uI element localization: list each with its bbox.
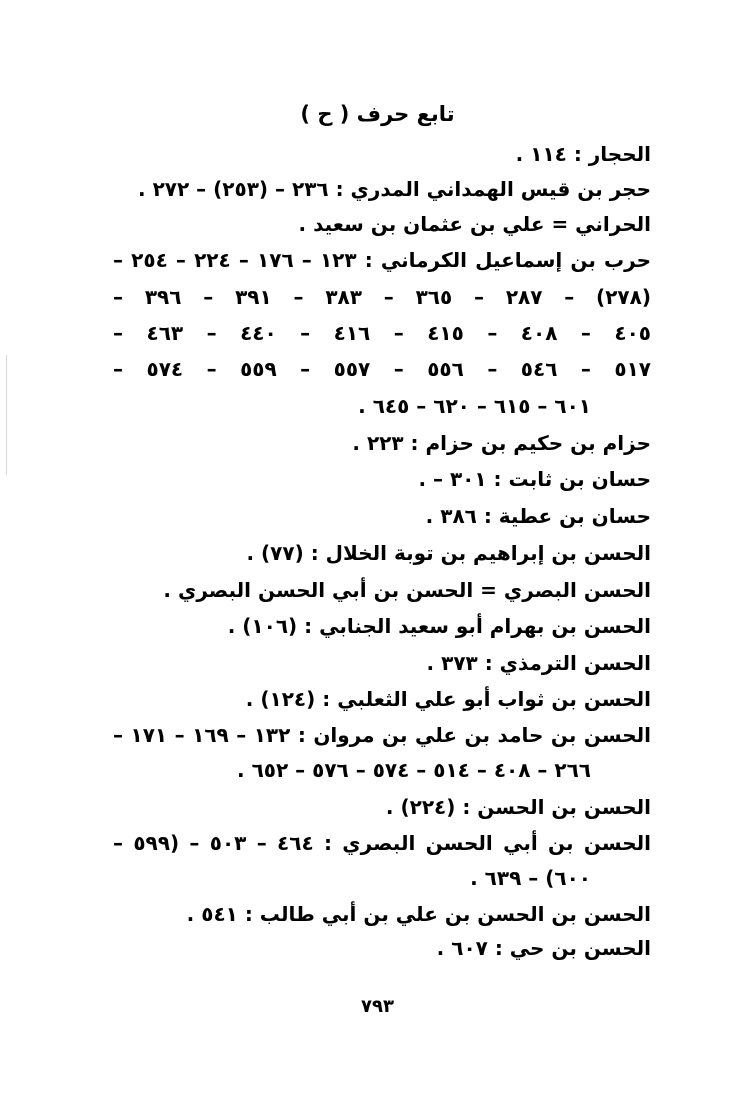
index-entry: الحسن بن حامد بن علي بن مروان : ١٣٢ – ١٦٩ – ١٧١ – xyxy=(113,723,651,747)
page-number: ٧٩٣ xyxy=(361,996,394,1017)
index-entry-continuation: ٦٠٠) – ٦٣٩ . xyxy=(470,866,591,890)
index-entry: حسان بن ثابت : ٣٠١ – . xyxy=(418,467,651,491)
index-entry: الحجار : ١١٤ . xyxy=(515,142,651,166)
index-entry: الحسن بن الحسن : (٢٢٤) . xyxy=(385,795,651,819)
index-entry: الحسن بن حي : ٦٠٧ . xyxy=(436,936,651,960)
index-entry: حسان بن عطية : ٣٨٦ . xyxy=(425,504,651,528)
index-entry: الحسن بن إبراهيم بن توبة الخلال : (٧٧) . xyxy=(246,541,651,565)
index-entry: حجر بن قيس الهمداني المدري : ٢٣٦ – (٢٥٣) – ٢٧٢ . xyxy=(138,177,651,201)
index-entry-continuation: ٤٠٥ – ٤٠٨ – ٤١٥ – ٤١٦ – ٤٤٠ – ٤٦٣ – xyxy=(113,321,651,345)
index-entry: الحسن بن بهرام أبو سعيد الجنابي : (١٠٦) . xyxy=(227,614,651,638)
index-entry-continuation: ٢٦٦ – ٤٠٨ – ٥١٤ – ٥٧٤ – ٥٧٦ – ٦٥٢ . xyxy=(237,758,591,782)
index-entry: حرب بن إسماعيل الكرماني : ١٢٣ – ١٧٦ – ٢٢٤ – ٢٥٤ – xyxy=(113,248,651,272)
page-heading: تابع حرف ( ح ) xyxy=(300,102,455,126)
page-edge-line xyxy=(6,355,7,475)
index-entry: الحسن بن ثواب أبو علي الثعلبي : (١٢٤) . xyxy=(245,687,651,711)
index-entry: الحسن الترمذي : ٣٧٣ . xyxy=(426,651,651,675)
index-entry-continuation: (٢٧٨) – ٢٨٧ – ٣٦٥ – ٣٨٣ – ٣٩١ – ٣٩٦ – xyxy=(113,285,651,309)
index-entry: الحسن بن أبي الحسن البصري : ٤٦٤ – ٥٠٣ – (٥٩٩ – xyxy=(113,831,651,855)
index-entry: الحسن بن الحسن بن علي بن أبي طالب : ٥٤١ . xyxy=(186,902,651,926)
index-entry-continuation: ٦٠١ – ٦١٥ – ٦٢٠ – ٦٤٥ . xyxy=(358,394,591,418)
index-entry-continuation: ٥١٧ – ٥٤٦ – ٥٥٦ – ٥٥٧ – ٥٥٩ – ٥٧٤ – xyxy=(113,357,651,381)
index-entry: الحسن البصري = الحسن بن أبي الحسن البصري . xyxy=(163,578,651,602)
index-entry: حزام بن حكيم بن حزام : ٢٢٣ . xyxy=(352,431,651,455)
index-entry: الحراني = علي بن عثمان بن سعيد . xyxy=(298,212,651,236)
